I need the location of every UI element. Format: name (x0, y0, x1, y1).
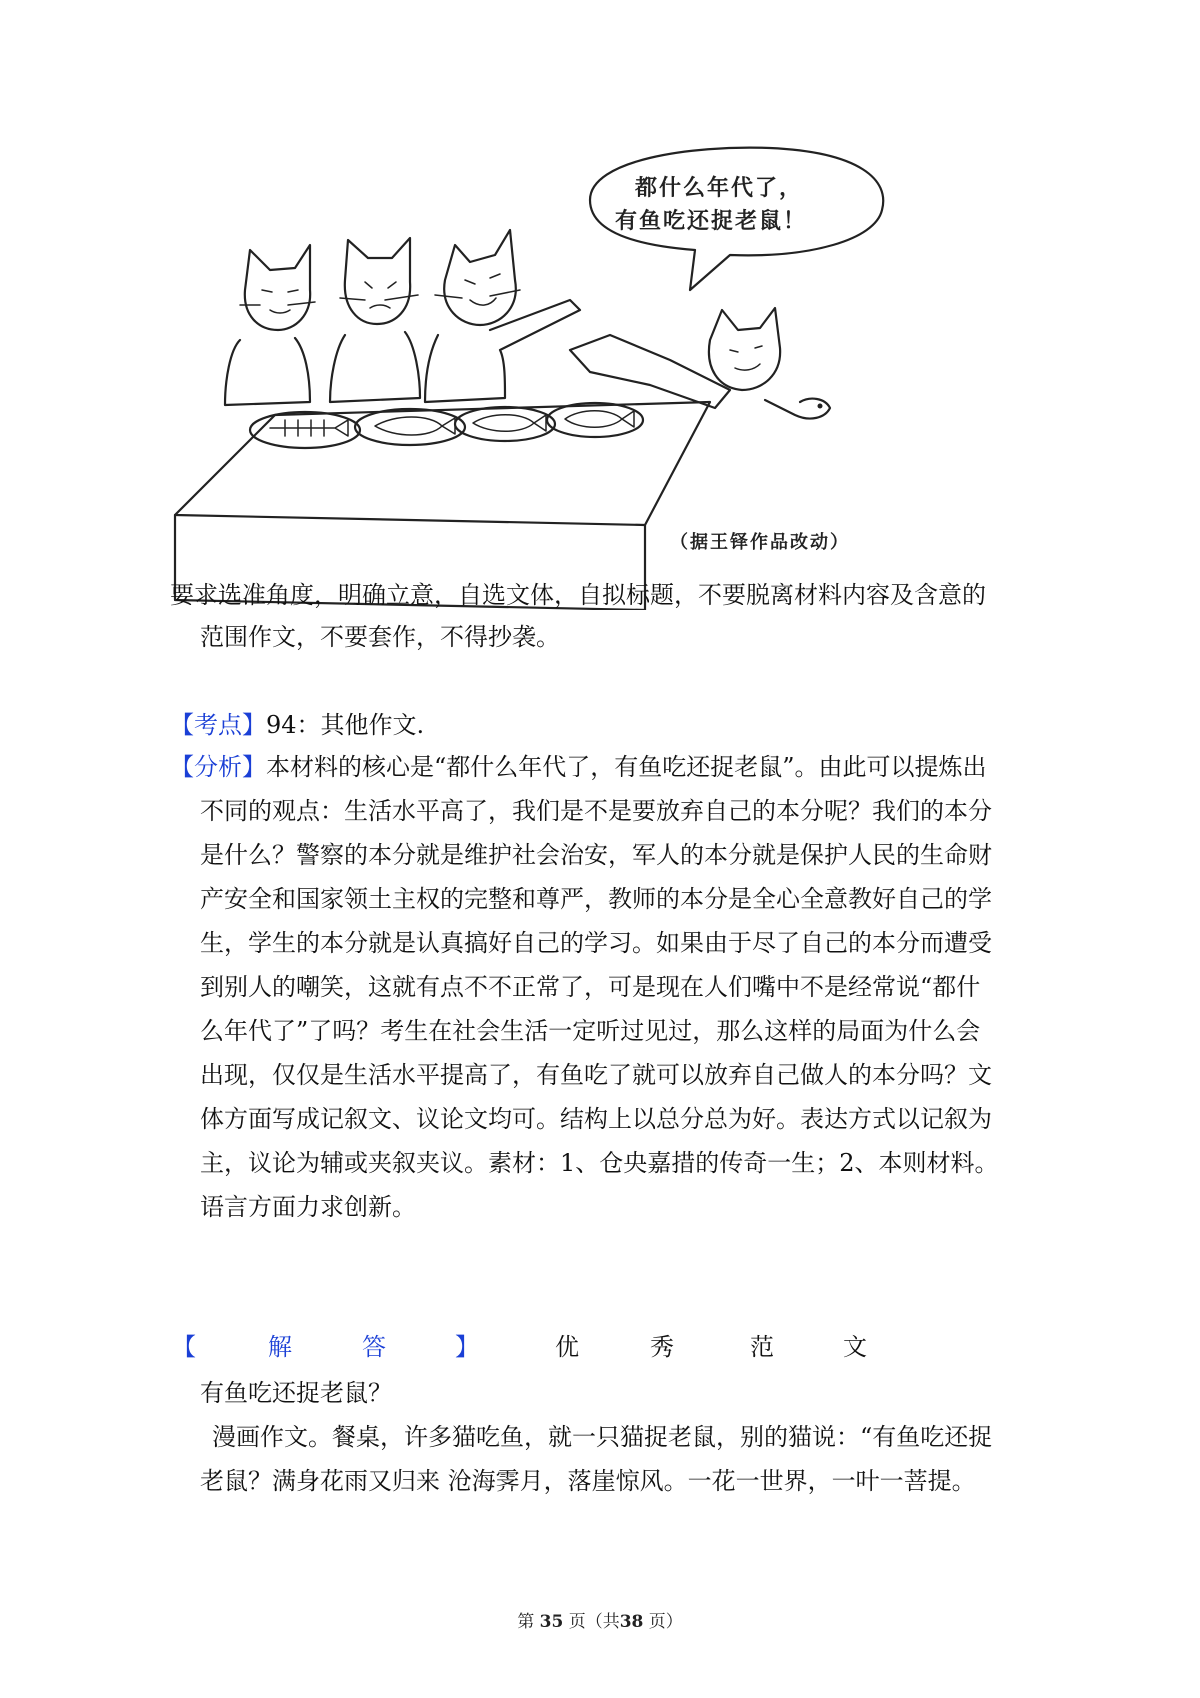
essay-title: 有鱼吃还捉老鼠？ (200, 1379, 392, 1407)
title-char-wen: 文 (843, 1333, 867, 1361)
fenxi-line: 到别人的嘲笑，这就有点不不正常了，可是现在人们嘴中不是经常说“都什 (200, 973, 981, 1001)
fenxi-tag: 【分析】 (170, 753, 266, 781)
footer-page-number: 35 (539, 1612, 564, 1632)
plate-fish-3 (455, 407, 555, 441)
plate-fish-2 (355, 409, 465, 445)
fenxi-line: 么年代了”了吗？考生在社会生活一定听过见过，那么这样的局面为什么会 (200, 1017, 981, 1045)
requirement-line-1: 要求选准角度，明确立意，自选文体，自拟标题，不要脱离材料内容及含意的 (170, 581, 986, 609)
speech-text-line1: 都什么年代了， (635, 176, 804, 201)
table-top (175, 402, 710, 525)
footer-total-pages: 38 (619, 1612, 644, 1632)
fenxi-line: 生，学生的本分就是认真搞好自己的学习。如果由于尽了自己的本分而遭受 (200, 929, 992, 957)
speech-text-line2: 有鱼吃还捉老鼠！ (615, 209, 808, 234)
fenxi-line: 主，议论为辅或夹叙夹议。素材：1、仓央嘉措的传奇一生；2、本则材料。 (200, 1149, 999, 1177)
cartoon-illustration (170, 140, 1050, 610)
fenxi-line: 出现，仅仅是生活水平提高了，有鱼吃了就可以放弃自己做人的本分吗？文 (200, 1061, 992, 1089)
plate-fish-bone-1 (250, 412, 360, 448)
kaodian-text: 94：其他作文. (266, 711, 425, 739)
kaodian-tag: 【考点】 (170, 711, 266, 739)
page-footer (0, 1607, 1200, 1632)
jieda-char-jie: 解 (268, 1333, 292, 1361)
cartoon-credit: （据王铎作品改动） (670, 532, 850, 553)
requirement-line-2: 范围作文，不要套作，不得抄袭。 (200, 623, 560, 651)
title-char-fan: 范 (750, 1333, 774, 1361)
footer-prefix: 第 (517, 1612, 535, 1632)
cat-2 (330, 238, 420, 402)
essay-line-1: 漫画作文。餐桌，许多猫吃鱼，就一只猫捉老鼠，别的猫说：“有鱼吃还捉 (212, 1423, 993, 1451)
cat-3-pointing (425, 230, 580, 402)
fenxi-line: 是什么？警察的本分就是维护社会治安，军人的本分就是保护人民的生命财 (200, 841, 992, 869)
fenxi-row-1 (170, 752, 987, 782)
footer-middle: 页（共 (568, 1612, 620, 1632)
kaodian-row (170, 710, 424, 740)
title-char-you: 优 (555, 1333, 579, 1361)
fenxi-line: 产安全和国家领土主权的完整和尊严，教师的本分是全心全意教好自己的学 (200, 885, 992, 913)
jieda-char-da: 答 (362, 1333, 386, 1361)
title-char-xiu: 秀 (650, 1333, 674, 1361)
fenxi-line: 不同的观点：生活水平高了，我们是不是要放弃自己的本分呢？我们的本分 (200, 797, 992, 825)
jieda-bracket-close: 】 (455, 1333, 479, 1361)
fenxi-line: 本材料的核心是“都什么年代了，有鱼吃还捉老鼠”。由此可以提炼出 (266, 753, 987, 781)
cartoon-drawing (170, 140, 1050, 610)
cat-1 (225, 245, 315, 405)
fenxi-line: 体方面写成记叙文、议论文均可。结构上以总分总为好。表达方式以记叙为 (200, 1105, 992, 1133)
fenxi-line: 语言方面力求创新。 (200, 1193, 416, 1221)
jieda-bracket-open: 【 (172, 1333, 196, 1361)
cat-4-catching-mouse (570, 308, 830, 419)
footer-suffix: 页） (648, 1612, 683, 1632)
essay-line-2: 老鼠？满身花雨又归来 沧海霁月，落崖惊风。一花一世界，一叶一菩提。 (200, 1467, 976, 1495)
plate-fish-4 (547, 403, 643, 437)
